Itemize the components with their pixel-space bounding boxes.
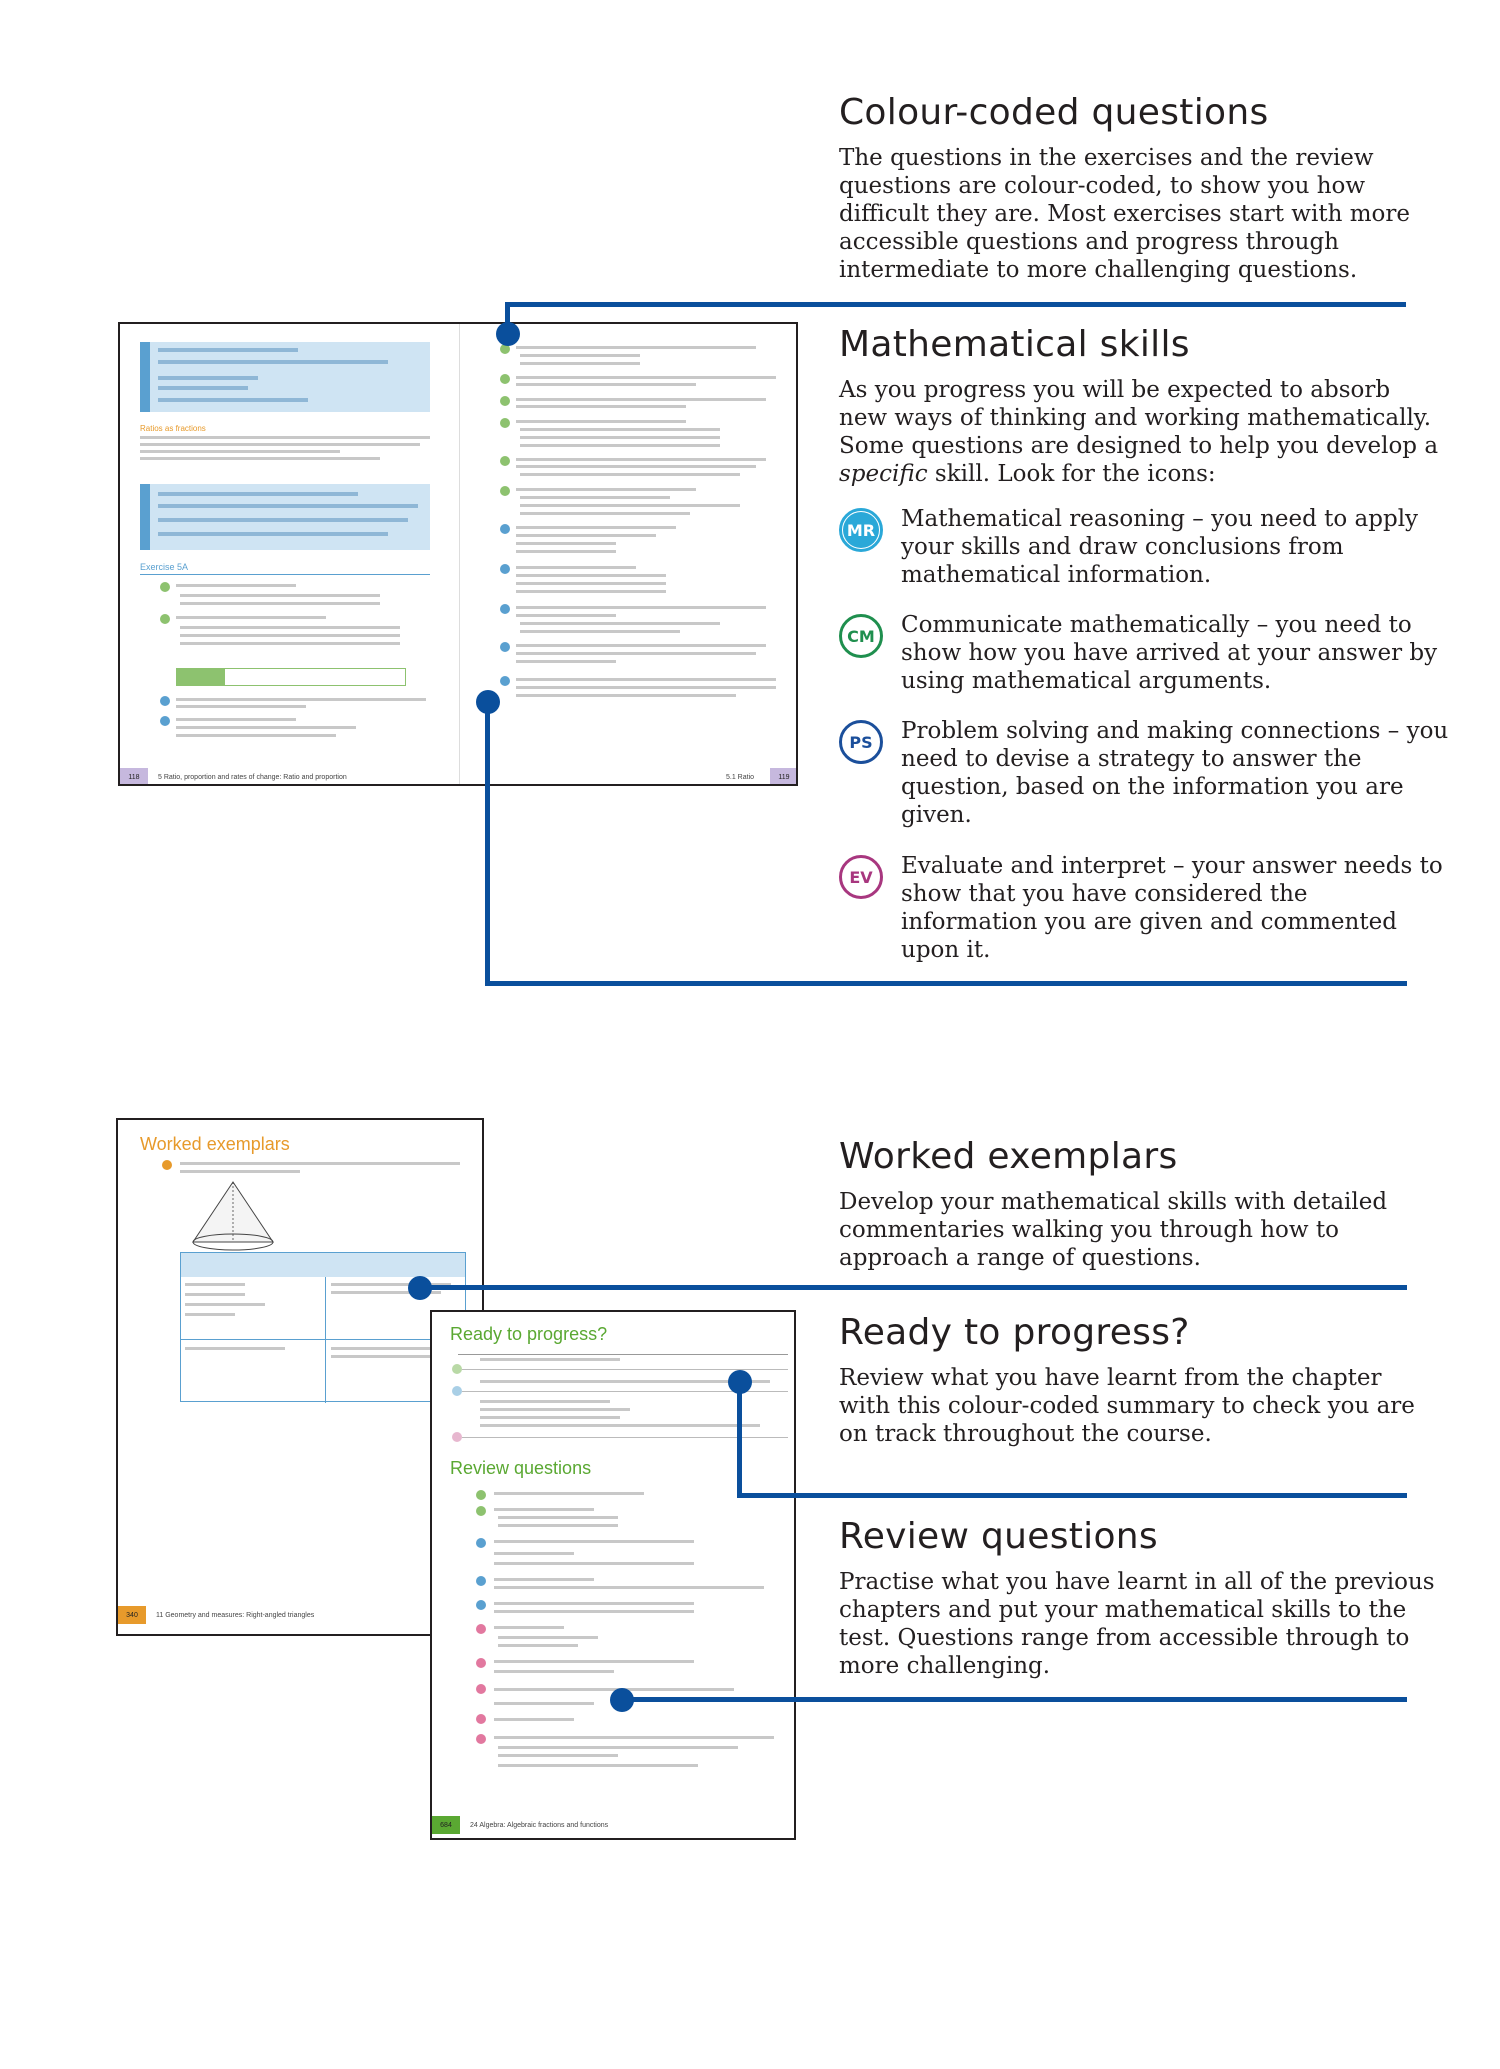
skill-ev-text: Evaluate and interpret – your answer needs to show that you have considered the information you are given and commented upon it. (901, 853, 1443, 963)
skills-connector-vertical (485, 700, 490, 986)
math-skills-body (839, 376, 1439, 488)
hints-box (176, 668, 406, 686)
worked-exemplars-title: Worked exemplars (839, 1136, 1178, 1177)
ready-to-progress-section (839, 1312, 1439, 1448)
skill-ps (839, 720, 1449, 840)
right-page-number: 119 (770, 768, 798, 786)
colour-coded-body: The questions in the exercises and the review questions are colour-coded, to show you how difficult they are. Most exercises start with more accessible questions and progress through intermediate to more challenging questions. (839, 145, 1410, 283)
exercise-spread-thumbnail (118, 322, 798, 786)
exercise-title: Exercise 5A (140, 562, 189, 572)
review-questions-section (839, 1516, 1439, 1680)
spread-fold (459, 324, 460, 784)
colour-coded-title: Colour-coded questions (839, 92, 1269, 133)
ready-connector-vertical (737, 1380, 742, 1498)
exemplar-connector-horizontal (420, 1285, 1407, 1290)
exemplar-page-number: 340 (118, 1606, 146, 1624)
exemplar-page-thumbnail (116, 1118, 484, 1636)
math-skills-body-text: As you progress you will be expected to absorb new ways of thinking and working mathematically. Some questions are designed to help you develop a (839, 377, 1439, 459)
skill-mr (839, 508, 1449, 628)
worked-exemplars-section (839, 1136, 1439, 1272)
skill-cm-text: Communicate mathematically – you need to show how you have arrived at your answer by using mathematical arguments. (901, 612, 1438, 694)
review-connector-dot (610, 1688, 634, 1712)
ps-icon-label: PS (843, 724, 879, 760)
ready-to-progress-body: Review what you have learnt from the chapter with this colour-coded summary to check you are on track throughout the course. (839, 1365, 1415, 1447)
left-page-footer: 5 Ratio, proportion and rates of change: Ratio and proportion (158, 774, 347, 781)
left-page-number: 118 (120, 768, 148, 786)
skill-ev (839, 855, 1449, 975)
review-questions-body: Practise what you have learnt in all of the previous chapters and put your mathematical skills to the test. Questions range from accessible through to more challenging. (839, 1569, 1435, 1679)
review-connector-horizontal (620, 1697, 1407, 1702)
colour-coded-section (839, 92, 1439, 284)
cm-icon-label: CM (843, 618, 879, 654)
skill-cm (839, 614, 1449, 734)
mr-icon (839, 508, 883, 552)
skills-connector-horizontal (485, 981, 1407, 986)
cm-icon (839, 614, 883, 658)
skill-ps-text: Problem solving and making connections – you need to devise a strategy to answer the question, based on the information you are given. (901, 718, 1449, 828)
worked-exemplars-body: Develop your mathematical skills with detailed commentaries walking you through how to approach a range of questions. (839, 1189, 1388, 1271)
cone-diagram (178, 1180, 288, 1260)
exemplar-solution-box (180, 1252, 466, 1402)
review-page-title: Review questions (450, 1458, 592, 1478)
mr-icon-label: MR (843, 512, 879, 548)
exemplar-page-title: Worked exemplars (140, 1134, 290, 1154)
skill-mr-text: Mathematical reasoning – you need to apply your skills and draw conclusions from mathematical information. (901, 506, 1419, 588)
review-questions-title: Review questions (839, 1516, 1158, 1557)
exemplar-connector-dot (408, 1276, 432, 1300)
ps-icon (839, 720, 883, 764)
example-tab-2 (140, 484, 150, 550)
ev-icon-label: EV (843, 859, 879, 895)
ready-connector-dot (728, 1370, 752, 1394)
review-page-number: 684 (432, 1816, 460, 1834)
exemplar-page-footer: 11 Geometry and measures: Right-angled triangles (156, 1612, 315, 1619)
ratios-heading: Ratios as fractions (140, 424, 206, 433)
skills-connector-dot (476, 690, 500, 714)
ready-page-title: Ready to progress? (450, 1324, 608, 1344)
ev-icon (839, 855, 883, 899)
ready-to-progress-title: Ready to progress? (839, 1312, 1190, 1353)
math-skills-body-tail: skill. Look for the icons: (927, 461, 1216, 487)
ready-connector-horizontal (737, 1493, 1407, 1498)
example-tab-1 (140, 342, 150, 412)
math-skills-section (839, 324, 1439, 488)
math-skills-title: Mathematical skills (839, 324, 1190, 365)
right-page-footer: 5.1 Ratio (726, 774, 755, 781)
colour-coded-connector-horizontal (505, 302, 1406, 307)
colour-coded-connector-dot (496, 322, 520, 346)
review-page-footer: 24 Algebra: Algebraic fractions and functions (470, 1822, 609, 1829)
math-skills-body-emphasis: specific (839, 461, 928, 487)
